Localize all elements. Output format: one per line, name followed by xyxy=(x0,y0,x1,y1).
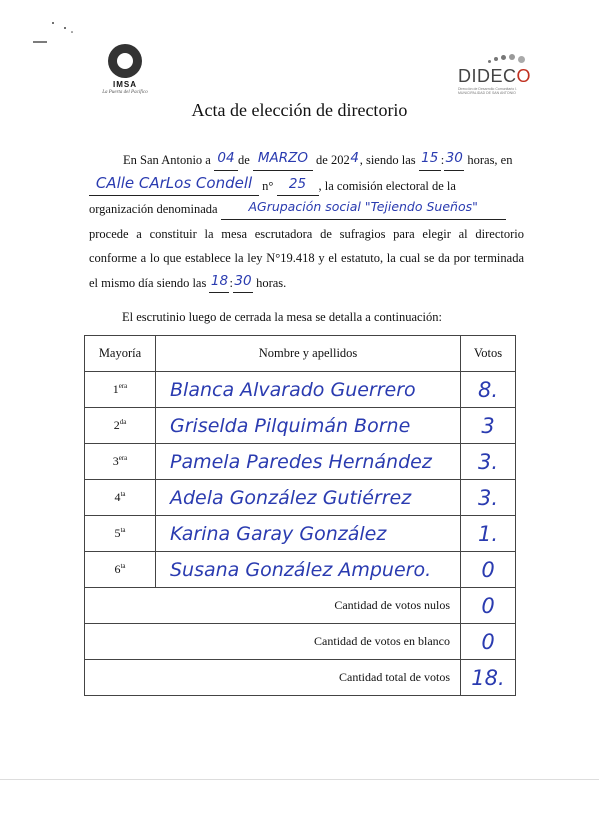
paragraph-line-6: el mismo día siendo las 18: 30 horas. xyxy=(89,271,524,296)
page-divider xyxy=(0,779,599,780)
position-cell: $4^{ta}$ xyxy=(85,480,156,516)
name-cell: Pamela Paredes Hernández xyxy=(156,444,461,480)
paragraph-line-1: En San Antonio a 04 de MARZO de 2024, siendo las 15 : 30 horas, en xyxy=(89,148,524,173)
imsa-logo-name: IMSA xyxy=(113,80,137,89)
scan-specks xyxy=(25,20,85,50)
null-votes-label: Cantidad de votos nulos xyxy=(85,588,461,624)
end-hour-field: 18 xyxy=(209,271,229,296)
didec-logo-tagline: Dirección de Desarrollo Comunitario I. MUNICIPALIDAD DE SAN ANTONIO xyxy=(458,87,518,95)
name-cell: Susana González Ampuero. xyxy=(156,552,461,588)
imsa-seal-icon xyxy=(108,44,142,78)
organization-field: AGrupación social "Tejiendo Sueños" xyxy=(221,197,506,222)
blank-votes-label: Cantidad de votos en blanco xyxy=(85,624,461,660)
null-votes-value: 0 xyxy=(461,588,516,624)
street-field: CAlle CArLos Condell xyxy=(89,173,259,199)
start-minute-field: 30 xyxy=(444,148,464,173)
header-name: Nombre y apellidos xyxy=(156,336,461,372)
position-cell: $6^{ta}$ xyxy=(85,552,156,588)
month-field: MARZO xyxy=(253,148,313,173)
end-minute-field: 30 xyxy=(233,271,253,296)
paragraph-line-4: procede a constituir la mesa escrutadora de sufragios para elegir al directorio xyxy=(89,226,524,241)
name-cell: Adela González Gutiérrez xyxy=(156,480,461,516)
null-votes-row xyxy=(85,588,516,624)
votes-cell: 8. xyxy=(461,372,516,408)
year-field: 4 xyxy=(350,150,360,166)
total-votes-row xyxy=(85,660,516,696)
votes-cell: 3. xyxy=(461,480,516,516)
didec-dots-icon xyxy=(458,52,538,66)
imsa-logo xyxy=(95,44,155,95)
paragraph-line-3: organización denominada AGrupación social "Tejiendo Sueños" xyxy=(89,197,524,222)
position-cell: $3^{era}$ xyxy=(85,444,156,480)
votes-cell: 3. xyxy=(461,444,516,480)
name-cell: Blanca Alvarado Guerrero xyxy=(156,372,461,408)
table-row xyxy=(85,480,516,516)
didec-logo-name: DIDECO xyxy=(458,66,532,86)
blank-votes-row xyxy=(85,624,516,660)
total-votes-label: Cantidad total de votos xyxy=(85,660,461,696)
position-cell: $2^{da}$ xyxy=(85,408,156,444)
name-cell: Karina Garay González xyxy=(156,516,461,552)
street-number-field: 25 xyxy=(277,174,319,199)
total-votes-value: 18. xyxy=(461,660,516,696)
imsa-logo-tagline: La Puerta del Pacífico xyxy=(102,90,148,95)
votes-cell: 0 xyxy=(461,552,516,588)
position-cell: $1^{era}$ xyxy=(85,372,156,408)
document-title: Acta de elección de directorio xyxy=(191,100,408,120)
header-votes: Votos xyxy=(461,336,516,372)
didec-logo xyxy=(458,52,538,95)
day-field: 04 xyxy=(214,148,238,173)
table-row xyxy=(85,444,516,480)
start-hour-field: 15 xyxy=(419,148,441,173)
votes-cell: 3 xyxy=(461,408,516,444)
paragraph-line-5: conforme a lo que establece la ley N°19.418 y el estatuto, la cual se da por terminada xyxy=(89,251,524,265)
scrutiny-intro: El escrutinio luego de cerrada la mesa se detalla a continuación: xyxy=(122,310,443,324)
paragraph-line-2: CAlle CArLos Condell n° 25 , la comisión electoral de la xyxy=(89,173,524,198)
results-table xyxy=(84,335,516,696)
blank-votes-value: 0 xyxy=(461,624,516,660)
table-row xyxy=(85,516,516,552)
votes-cell: 1. xyxy=(461,516,516,552)
table-row xyxy=(85,552,516,588)
act-paragraph xyxy=(89,148,524,295)
name-cell: Griselda Pilquimán Borne xyxy=(156,408,461,444)
table-header-row xyxy=(85,336,516,372)
table-row xyxy=(85,372,516,408)
header-position: Mayoría xyxy=(85,336,156,372)
table-row xyxy=(85,408,516,444)
position-cell: $5^{ta}$ xyxy=(85,516,156,552)
